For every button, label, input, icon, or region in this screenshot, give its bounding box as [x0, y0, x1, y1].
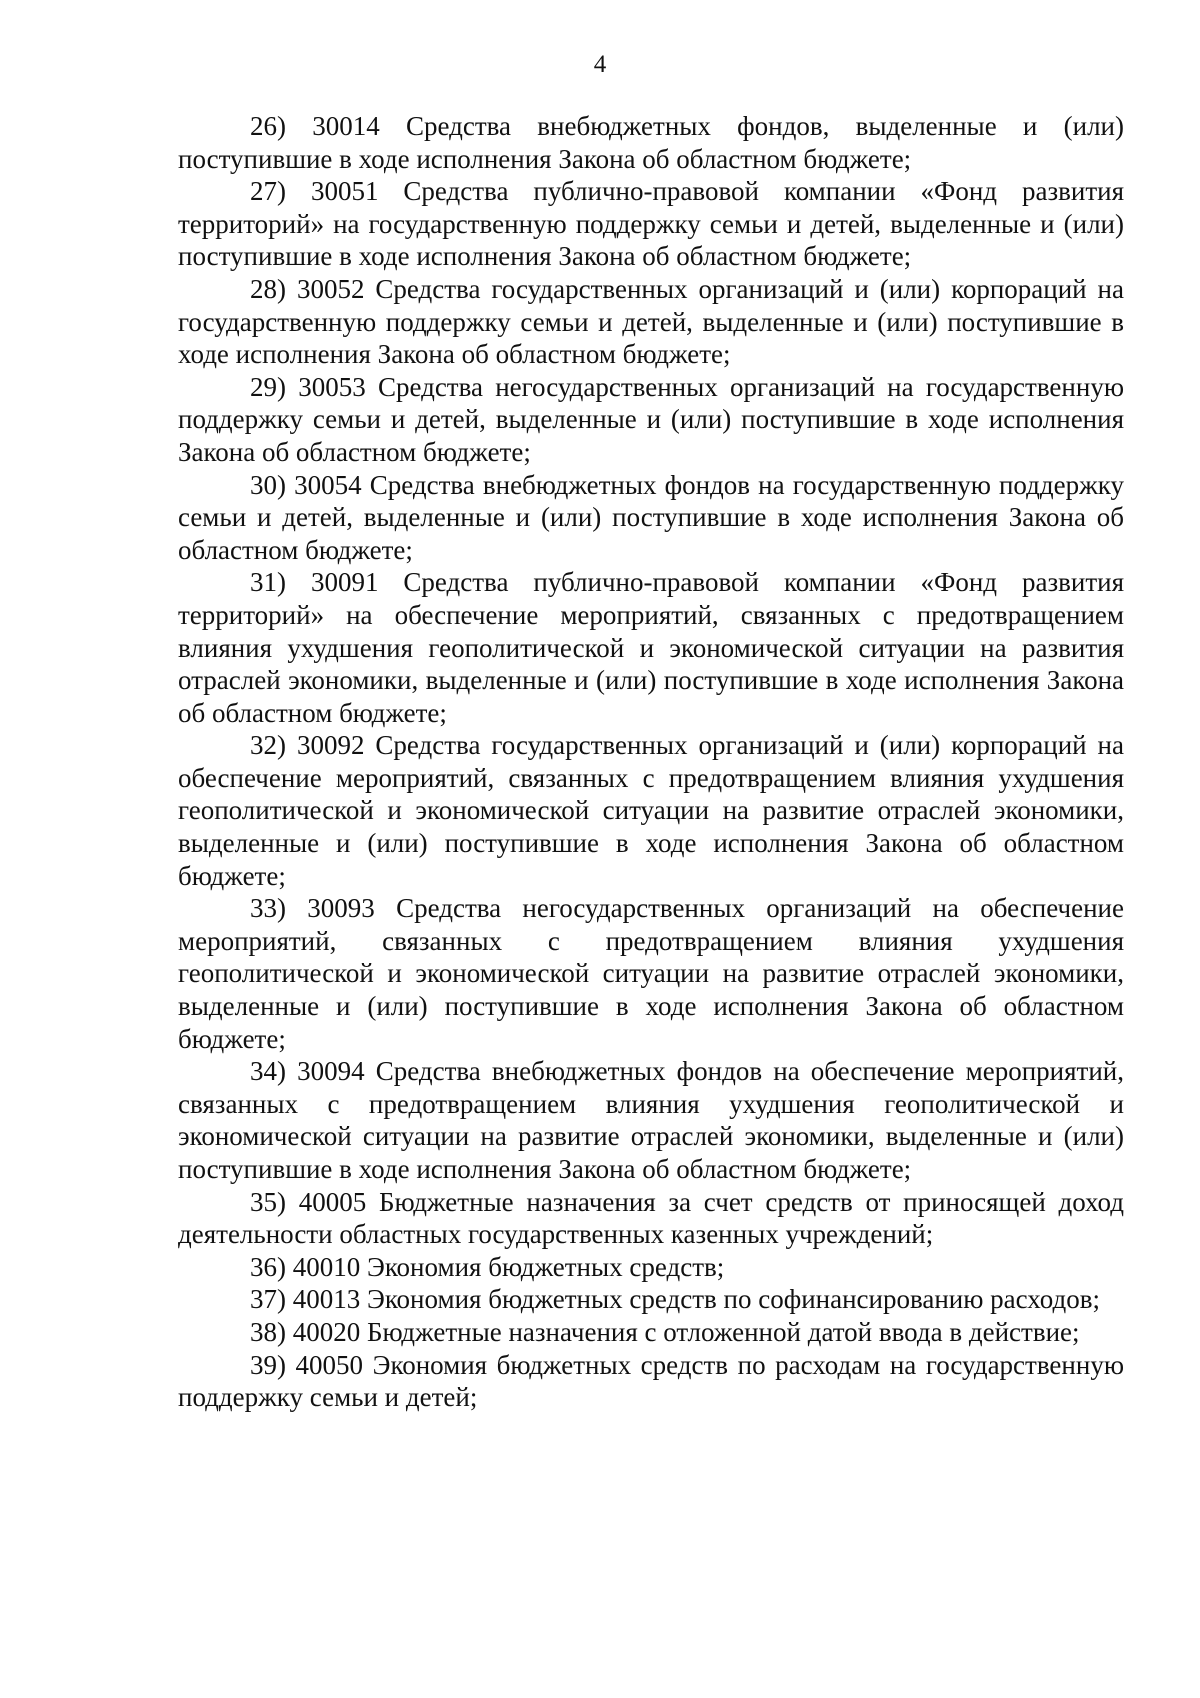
list-item-32: 32) 30092 Средства государственных организаций и (или) корпораций на обеспечение мероприятий, связанных с предотвращением влияния ухудшения геополитической и экономической ситуации на развитие отраслей экономики, выделенные и (или) поступившие в ходе исполнения Закона об областном бюджете;	[178, 730, 1124, 891]
list-item-28: 28) 30052 Средства государственных организаций и (или) корпораций на государственную поддержку семьи и детей, выделенные и (или) поступившие в ходе исполнения Закона об областном бюджете;	[178, 273, 1124, 370]
list-item-39: 39) 40050 Экономия бюджетных средств по расходам на государственную поддержку семьи и детей;	[178, 1349, 1124, 1413]
page-number: 4	[593, 51, 607, 78]
list-item-37: 37) 40013 Экономия бюджетных средств по софинансированию расходов;	[250, 1284, 1100, 1315]
list-item-30: 30) 30054 Средства внебюджетных фондов на государственную поддержку семьи и детей, выделенные и (или) поступившие в ходе исполнения Закона об областном бюджете;	[178, 469, 1124, 565]
list-item-33: 33) 30093 Средства негосударственных организаций на обеспечение мероприятий, связанных с предотвращением влияния ухудшения геополитической и экономической ситуации на развитие отраслей экономики, выделенные и (или) поступившие в ходе исполнения Закона об областном бюджете;	[178, 893, 1124, 1054]
list-item-26: 26) 30014 Средства внебюджетных фондов, выделенные и (или) поступившие в ходе исполнения Закона об областном бюджете;	[178, 111, 1124, 174]
list-item-29: 29) 30053 Средства негосударственных организаций на государственную поддержку семьи и детей, выделенные и (или) поступившие в ходе исполнения Закона об областном бюджете;	[178, 371, 1124, 467]
list-item-36: 36) 40010 Экономия бюджетных средств;	[250, 1251, 725, 1282]
list-item-38: 38) 40020 Бюджетные назначения с отложенной датой ввода в действие;	[250, 1316, 1080, 1347]
document-body	[178, 110, 1124, 1414]
list-item-31: 31) 30091 Средства публично-правовой компании «Фонд развития территорий» на обеспечение мероприятий, связанных с предотвращением влияния ухудшения геополитической и экономической ситуации на развития отраслей экономики, выделенные и (или) поступившие в ходе исполнения Закона об областном бюджете;	[178, 567, 1124, 728]
list-item-34: 34) 30094 Средства внебюджетных фондов на обеспечение мероприятий, связанных с предотвращением влияния ухудшения геополитической и экономической ситуации на развитие отраслей экономики, выделенные и (или) поступившие в ходе исполнения Закона об областном бюджете;	[178, 1056, 1124, 1184]
list-item-35: 35) 40005 Бюджетные назначения за счет средств от приносящей доход деятельности областных государственных казенных учреждений;	[178, 1186, 1124, 1250]
list-item-27: 27) 30051 Средства публично-правовой компании «Фонд развития территорий» на государственную поддержку семьи и детей, выделенные и (или) поступившие в ходе исполнения Закона об областном бюджете;	[178, 176, 1124, 272]
